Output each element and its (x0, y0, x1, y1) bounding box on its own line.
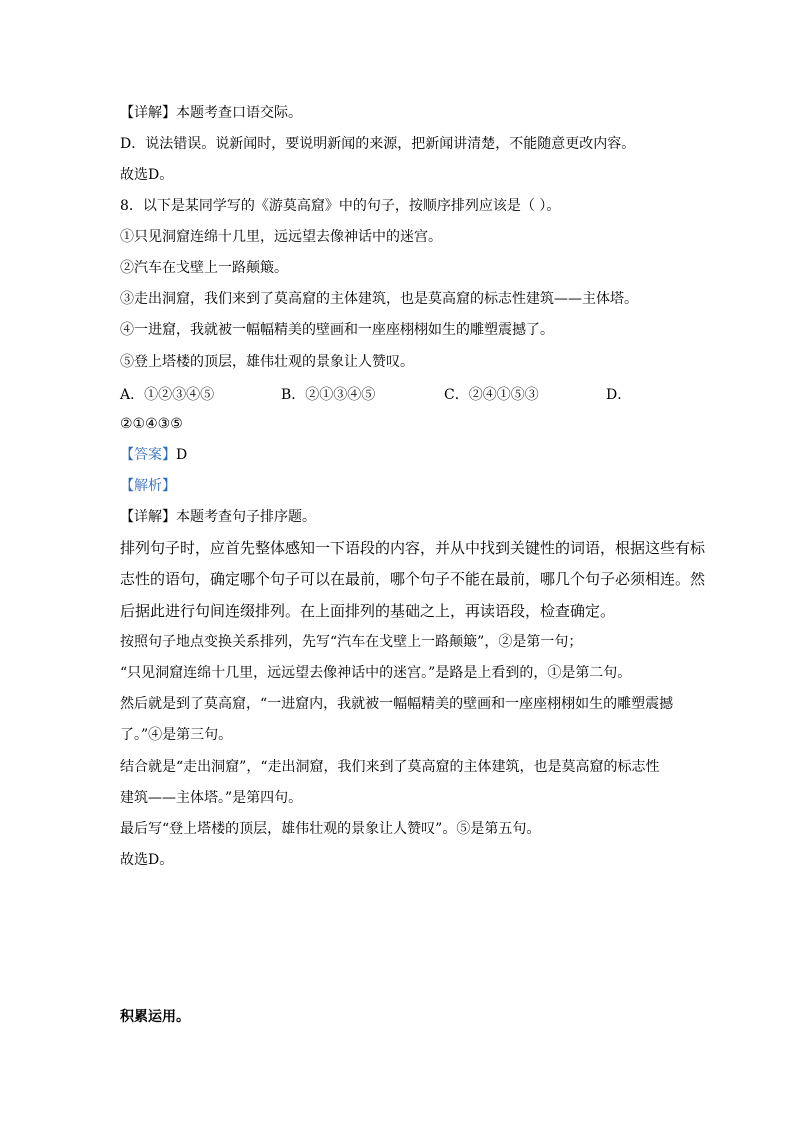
analysis-paragraph-line: 结合就是“走出洞窟”，“走出洞窟，我们来到了莫高窟的主体建筑，也是莫高窟的标志性 (120, 759, 660, 775)
analysis-paragraph-line: 建筑——主体塔。”是第四句。 (120, 790, 303, 806)
answer-line (120, 445, 187, 465)
question-8-stem: 8．以下是某同学写的《游莫高窟》中的句子，按顺序排列应该是（ ）。 (120, 198, 561, 214)
option-d-value: ②①④③⑤ (120, 416, 183, 432)
explanation-line: D．说法错误。说新闻时，要说明新闻的来源，把新闻讲清楚，不能随意更改内容。 (120, 136, 636, 152)
option-c: C．②④①⑤③ (444, 387, 539, 403)
answer-conclusion: 故选D。 (120, 852, 174, 868)
sentence-1: ①只见洞窟连绵十几里，远远望去像神话中的迷宫。 (120, 229, 442, 245)
analysis-paragraph-line: 最后写“登上塔楼的顶层，雄伟壮观的景象让人赞叹”。⑤是第五句。 (120, 821, 541, 837)
option-d: D． (606, 387, 632, 403)
analysis-label: 【解析】 (120, 478, 176, 494)
answer-conclusion: 故选D。 (120, 167, 174, 183)
analysis-paragraph-line: 排列句子时，应首先整体感知一下语段的内容，并从中找到关键性的词语，根据这些有标 (120, 539, 706, 557)
analysis-paragraph-line: 志性的语句，确定哪个句子可以在最前，哪个句子不能在最前，哪几个句子必须相连。然 (120, 570, 706, 588)
answer-label: 【答案】 (120, 447, 176, 463)
analysis-paragraph-line: 了。”④是第三句。 (120, 727, 233, 743)
option-a: A．①②③④⑤ (120, 387, 215, 403)
sentence-5: ⑤登上塔楼的顶层，雄伟壮观的景象让人赞叹。 (120, 354, 414, 370)
sentence-4: ④一进窟，我就被一幅幅精美的壁画和一座座栩栩如生的雕塑震撼了。 (120, 322, 554, 338)
sentence-2: ②汽车在戈壁上一路颠簸。 (120, 260, 288, 276)
analysis-paragraph-line: 后据此进行句间连缀排列。在上面排列的基础之上，再读语段，检查确定。 (120, 602, 616, 620)
analysis-paragraph-line: 按照句子地点变换关系排列，先写“汽车在戈壁上一路颠簸”，②是第一句； (120, 634, 583, 650)
analysis-paragraph-line: “只见洞窟连绵十几里，远远望去像神话中的迷宫。”是路是上看到的，①是第二句。 (120, 665, 632, 681)
sentence-3: ③走出洞窟，我们来到了莫高窟的主体建筑，也是莫高窟的标志性建筑——主体塔。 (120, 291, 638, 307)
answer-value: D (176, 447, 188, 463)
detail-heading-q7: 【详解】本题考查口语交际。 (120, 105, 302, 121)
section-heading: 积累运用。 (120, 1009, 190, 1025)
detail-heading-q8: 【详解】本题考查句子排序题。 (120, 509, 316, 525)
option-b: B．②①③④⑤ (281, 387, 376, 403)
analysis-paragraph-line: 然后就是到了莫高窟，“一进窟内，我就被一幅幅精美的壁画和一座座栩栩如生的雕塑震撼 (120, 696, 674, 712)
